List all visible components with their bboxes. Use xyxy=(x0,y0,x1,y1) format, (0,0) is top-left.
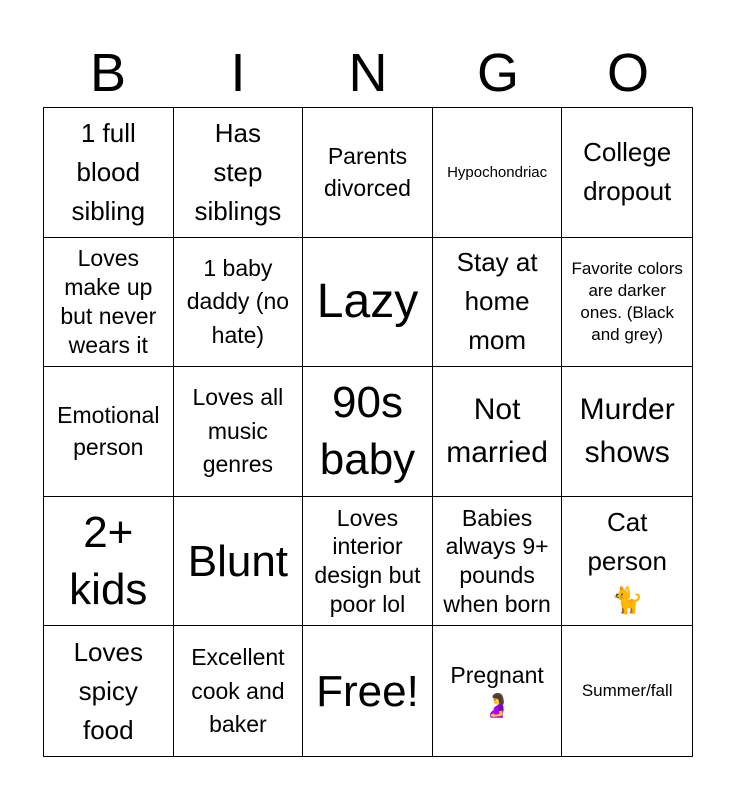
bingo-cell-r4-c4[interactable] xyxy=(433,497,563,627)
cell-label: Loves spicy food xyxy=(73,636,143,745)
bingo-cell-r4-c5[interactable] xyxy=(562,497,692,627)
cell-label: Loves all music genres xyxy=(192,384,284,478)
cell-label: Free! xyxy=(316,666,419,716)
cell-label: 1 full blood sibling xyxy=(71,117,146,226)
bingo-cell-r3-c1[interactable] xyxy=(44,367,174,497)
bingo-cell-r5-c2[interactable] xyxy=(174,626,304,756)
cell-label: College dropout xyxy=(583,137,672,207)
header-letter-n: N xyxy=(348,43,388,103)
cell-label: 1 baby daddy (no hate) xyxy=(186,254,290,348)
bingo-cell-r1-c1[interactable] xyxy=(44,108,174,238)
cell-label: 90s baby xyxy=(319,378,416,485)
cell-label: Not married xyxy=(446,392,548,470)
cell-label: Hypochondriac xyxy=(447,163,548,181)
cell-label: Loves interior design but poor lol xyxy=(314,504,421,617)
bingo-cell-r2-c4[interactable] xyxy=(433,238,563,368)
cell-label: 2+ kids xyxy=(69,507,148,615)
bingo-cell-r1-c2[interactable] xyxy=(174,108,304,238)
cell-label: Favorite colors are darker ones. (Black and grey) xyxy=(571,258,683,344)
cell-label: Stay at home mom xyxy=(456,247,538,356)
bingo-cell-r5-c4[interactable] xyxy=(433,626,563,756)
bingo-cell-r3-c5[interactable] xyxy=(562,367,692,497)
bingo-cell-r2-c1[interactable] xyxy=(44,238,174,368)
bingo-cell-r5-c1[interactable] xyxy=(44,626,174,756)
cell-label: Cat person 🐈 xyxy=(587,506,667,615)
bingo-cell-r5-c5[interactable] xyxy=(562,626,692,756)
bingo-cell-r3-c3[interactable] xyxy=(303,367,433,497)
header-letter-o: O xyxy=(606,43,649,103)
header-letter-g: G xyxy=(476,43,519,103)
cell-label: Parents divorced xyxy=(324,143,411,202)
bingo-cell-r5-c3[interactable] xyxy=(303,626,433,756)
bingo-cell-r4-c2[interactable] xyxy=(174,497,304,627)
cell-label: Summer/fall xyxy=(581,681,673,701)
cell-label: Has step siblings xyxy=(194,117,282,226)
bingo-cell-r4-c1[interactable] xyxy=(44,497,174,627)
bingo-cell-r2-c3[interactable] xyxy=(303,238,433,368)
bingo-cell-r1-c5[interactable] xyxy=(562,108,692,238)
bingo-cell-r4-c3[interactable] xyxy=(303,497,433,627)
header-letter-b: B xyxy=(89,43,127,103)
bingo-cell-r1-c4[interactable] xyxy=(433,108,563,238)
bingo-cell-r2-c2[interactable] xyxy=(174,238,304,368)
cell-label: Murder shows xyxy=(579,392,675,470)
cell-label: Babies always 9+ pounds when born xyxy=(443,504,551,617)
bingo-header xyxy=(43,40,693,106)
cell-label: Excellent cook and baker xyxy=(191,644,285,737)
header-letter-i: I xyxy=(230,43,246,103)
bingo-cell-r2-c5[interactable] xyxy=(562,238,692,368)
bingo-board xyxy=(43,107,693,757)
cell-label: Loves make up but never wears it xyxy=(60,245,157,358)
bingo-cell-r1-c3[interactable] xyxy=(303,108,433,238)
bingo-cell-r3-c4[interactable] xyxy=(433,367,563,497)
cell-label: Lazy xyxy=(316,275,419,329)
cell-label: Blunt xyxy=(187,536,289,586)
bingo-cell-r3-c2[interactable] xyxy=(174,367,304,497)
cell-label: Emotional person xyxy=(57,402,160,461)
cell-label: Pregnant 🤰 xyxy=(450,662,544,719)
